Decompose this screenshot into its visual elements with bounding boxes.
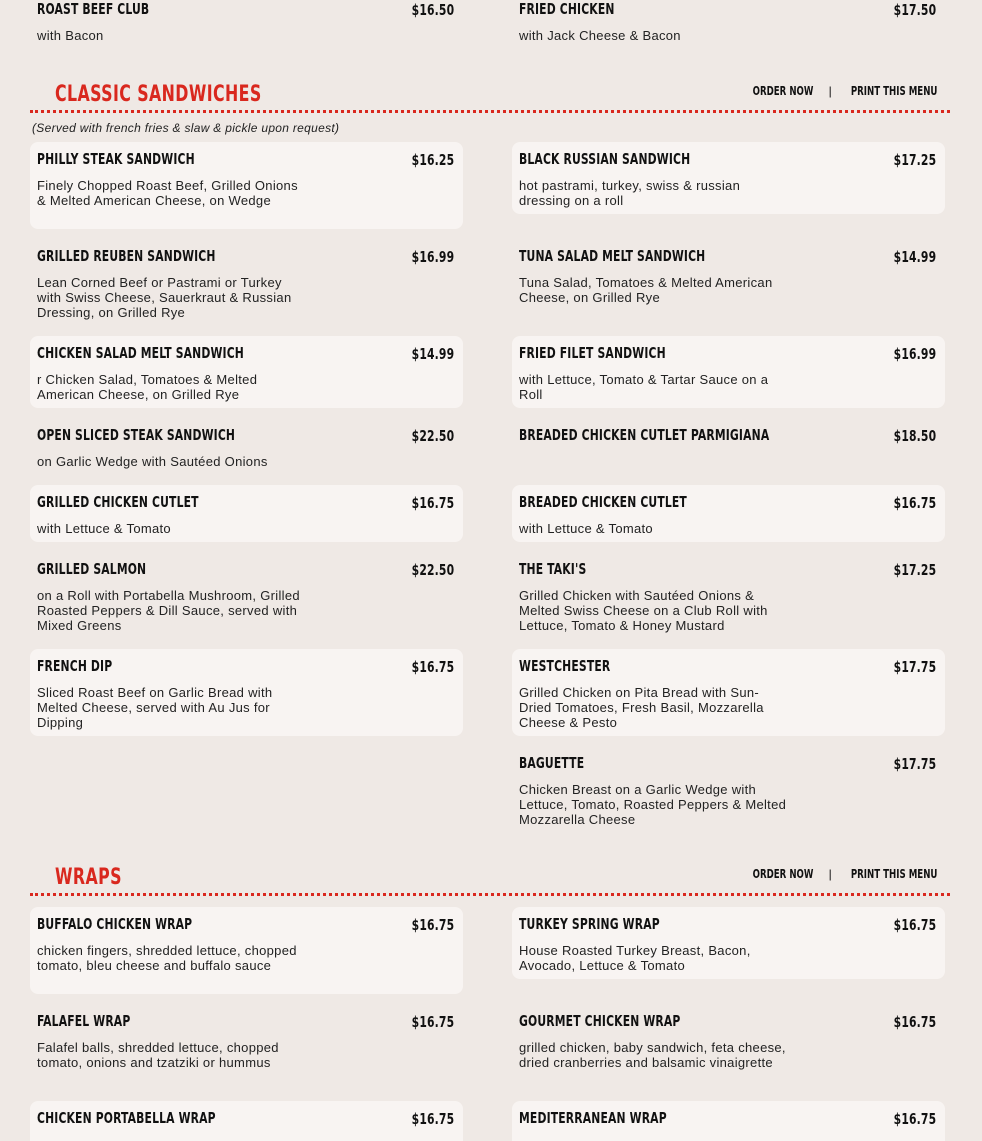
item-name: PHILLY STEAK SANDWICH xyxy=(37,150,195,168)
item-name: THE TAKI'S xyxy=(519,560,587,578)
item-price: $16.75 xyxy=(893,1013,936,1031)
item-description: Chicken Breast on a Garlic Wedge with Lettuce, Tomato, Roasted Peppers & Melted Mozzarella Cheese xyxy=(519,782,787,827)
section-links xyxy=(745,867,948,881)
item-description: Sliced Roast Beef on Garlic Bread with Melted Cheese, served with Au Jus for Dipping xyxy=(37,685,273,730)
print-menu-link[interactable]: PRINT THIS MENU xyxy=(850,867,938,881)
menu-item[interactable] xyxy=(512,746,945,833)
item-description: Grilled Chicken on Pita Bread with Sun-Dried Tomatoes, Fresh Basil, Mozzarella Cheese & Pesto xyxy=(519,685,764,730)
item-description: Lean Corned Beef or Pastrami or Turkey with Swiss Cheese, Sauerkraut & Russian Dressing, on Grilled Rye xyxy=(37,275,292,320)
menu-item[interactable] xyxy=(30,336,463,408)
section-title-classic-sandwiches: CLASSIC SANDWICHES xyxy=(55,82,262,107)
menu-item-fried-chicken[interactable] xyxy=(512,0,945,54)
item-price: $16.75 xyxy=(411,916,454,934)
item-name: FRENCH DIP xyxy=(37,657,113,675)
menu-item[interactable] xyxy=(512,336,945,408)
menu-item[interactable] xyxy=(30,418,463,475)
item-name: BREADED CHICKEN CUTLET PARMIGIANA xyxy=(519,426,770,444)
menu-item[interactable] xyxy=(30,1101,463,1141)
link-separator: | xyxy=(828,867,832,881)
item-price: $17.25 xyxy=(893,561,936,579)
item-price: $22.50 xyxy=(411,561,454,579)
item-name: GRILLED CHICKEN CUTLET xyxy=(37,493,199,511)
menu-item[interactable] xyxy=(30,552,463,639)
item-name: CHICKEN PORTABELLA WRAP xyxy=(37,1109,216,1127)
item-description: with Bacon xyxy=(37,28,104,43)
item-name: BUFFALO CHICKEN WRAP xyxy=(37,915,193,933)
item-name: GOURMET CHICKEN WRAP xyxy=(519,1012,681,1030)
item-description: hot pastrami, turkey, swiss & russian dressing on a roll xyxy=(519,178,741,208)
item-price: $16.75 xyxy=(411,494,454,512)
link-separator: | xyxy=(828,84,832,98)
item-price: $17.75 xyxy=(893,658,936,676)
item-name: GRILLED REUBEN SANDWICH xyxy=(37,247,216,265)
item-name: GRILLED SALMON xyxy=(37,560,147,578)
item-description: Falafel balls, shredded lettuce, chopped tomato, onions and tzatziki or hummus xyxy=(37,1040,279,1070)
item-price: $16.25 xyxy=(411,151,454,169)
item-price: $17.75 xyxy=(893,755,936,773)
menu-item[interactable] xyxy=(30,485,463,542)
item-description: r Chicken Salad, Tomatoes & Melted American Cheese, on Grilled Rye xyxy=(37,372,258,402)
item-price: $16.50 xyxy=(411,1,454,19)
menu-item[interactable] xyxy=(512,418,945,475)
item-description: chicken fingers, shredded lettuce, chopped tomato, bleu cheese and buffalo sauce xyxy=(37,943,297,973)
item-name: OPEN SLICED STEAK SANDWICH xyxy=(37,426,236,444)
menu-item[interactable] xyxy=(512,1101,945,1141)
item-price: $16.75 xyxy=(893,494,936,512)
menu-item[interactable] xyxy=(512,552,945,639)
item-name: FRIED CHICKEN xyxy=(519,0,615,18)
section-divider xyxy=(30,893,950,896)
item-description: Finely Chopped Roast Beef, Grilled Onions & Melted American Cheese, on Wedge xyxy=(37,178,298,208)
menu-item[interactable] xyxy=(30,649,463,736)
item-description: with Lettuce & Tomato xyxy=(519,521,653,536)
item-name: FALAFEL WRAP xyxy=(37,1012,131,1030)
item-description: with Lettuce, Tomato & Tartar Sauce on a Roll xyxy=(519,372,769,402)
item-description: with Lettuce & Tomato xyxy=(37,521,171,536)
item-name: BAGUETTE xyxy=(519,754,585,772)
menu-item[interactable] xyxy=(30,142,463,229)
item-price: $22.50 xyxy=(411,427,454,445)
item-price: $16.99 xyxy=(893,345,936,363)
item-name: CHICKEN SALAD MELT SANDWICH xyxy=(37,344,244,362)
section-title-wraps: WRAPS xyxy=(55,865,122,890)
item-price: $16.75 xyxy=(411,1110,454,1128)
menu-item[interactable] xyxy=(512,485,945,542)
section-links xyxy=(745,84,948,98)
order-now-link[interactable]: ORDER NOW xyxy=(752,84,814,98)
item-description: on a Roll with Portabella Mushroom, Grilled Roasted Peppers & Dill Sauce, served with Mixed Greens xyxy=(37,588,300,633)
menu-item-roast-beef-club[interactable] xyxy=(30,0,463,54)
print-menu-link[interactable]: PRINT THIS MENU xyxy=(850,84,938,98)
item-name: TURKEY SPRING WRAP xyxy=(519,915,660,933)
item-description: with Jack Cheese & Bacon xyxy=(519,28,681,43)
item-name: BREADED CHICKEN CUTLET xyxy=(519,493,687,511)
item-price: $16.75 xyxy=(893,916,936,934)
item-price: $14.99 xyxy=(893,248,936,266)
menu-item[interactable] xyxy=(512,239,945,311)
item-price: $17.50 xyxy=(893,1,936,19)
item-price: $16.75 xyxy=(893,1110,936,1128)
item-name: WESTCHESTER xyxy=(519,657,611,675)
menu-item[interactable] xyxy=(512,907,945,979)
item-price: $16.75 xyxy=(411,1013,454,1031)
item-description: House Roasted Turkey Breast, Bacon, Avocado, Lettuce & Tomato xyxy=(519,943,751,973)
menu-item[interactable] xyxy=(512,649,945,736)
item-name: ROAST BEEF CLUB xyxy=(37,0,150,18)
item-description: Grilled Chicken with Sautéed Onions & Melted Swiss Cheese on a Club Roll with Lettuce, Tomato & Honey Mustard xyxy=(519,588,768,633)
section-note: (Served with french fries & slaw & pickle upon request) xyxy=(32,121,340,135)
item-name: FRIED FILET SANDWICH xyxy=(519,344,666,362)
item-name: TUNA SALAD MELT SANDWICH xyxy=(519,247,706,265)
item-price: $16.75 xyxy=(411,658,454,676)
item-name: MEDITERRANEAN WRAP xyxy=(519,1109,667,1127)
item-price: $16.99 xyxy=(411,248,454,266)
menu-item[interactable] xyxy=(30,1004,463,1076)
item-name: BLACK RUSSIAN SANDWICH xyxy=(519,150,691,168)
menu-item[interactable] xyxy=(512,1004,945,1091)
section-divider xyxy=(30,110,950,113)
item-description: on Garlic Wedge with Sautéed Onions xyxy=(37,454,268,469)
order-now-link[interactable]: ORDER NOW xyxy=(752,867,814,881)
item-price: $17.25 xyxy=(893,151,936,169)
item-description: grilled chicken, baby sandwich, feta cheese, dried cranberries and balsamic vinaigrette xyxy=(519,1040,786,1070)
menu-item[interactable] xyxy=(30,907,463,994)
item-price: $14.99 xyxy=(411,345,454,363)
item-price: $18.50 xyxy=(893,427,936,445)
menu-item[interactable] xyxy=(512,142,945,214)
menu-item[interactable] xyxy=(30,239,463,326)
item-description: Tuna Salad, Tomatoes & Melted American Cheese, on Grilled Rye xyxy=(519,275,773,305)
